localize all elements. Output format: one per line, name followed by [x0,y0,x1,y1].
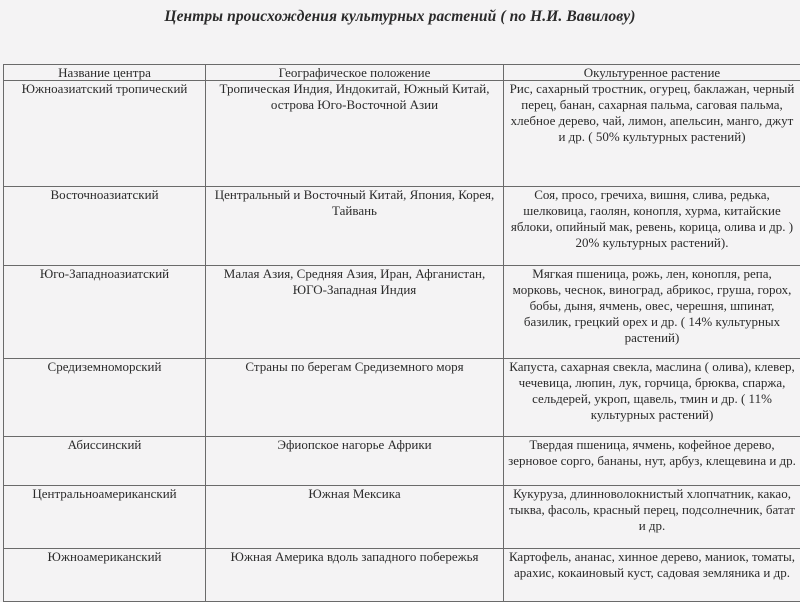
location-cell: Южная Америка вдоль западного побережья [206,549,504,602]
plants-cell: Капуста, сахарная свекла, маслина ( олива), клевер, чечевица, люпин, лук, горчица, брюква, спаржа, сельдерей, укроп, щавель, тмин и др. ( 11% культурных растений) [504,359,800,437]
table-row [4,486,800,549]
table-row [4,81,800,187]
center-name-cell: Южноамериканский [4,549,206,602]
location-cell: Южная Мексика [206,486,504,549]
plants-cell: Картофель, ананас, хинное дерево, маниок, томаты, арахис, кокаиновый куст, садовая земляника и др. [504,549,800,602]
center-name-cell: Восточноазиатский [4,187,206,266]
table-row [4,549,800,602]
center-name-cell: Центральноамериканский [4,486,206,549]
header-center-name: Название центра [4,65,206,81]
center-name-cell: Юго-Западноазиатский [4,266,206,359]
plants-cell: Кукуруза, длинноволокнистый хлопчатник, какао, тыква, фасоль, красный перец, подсолнечник, батат и др. [504,486,800,549]
center-name-cell: Абиссинский [4,437,206,486]
location-cell: Центральный и Восточный Китай, Япония, Корея, Тайвань [206,187,504,266]
table-row [4,359,800,437]
crop-origin-centers-table [3,64,800,602]
table-row [4,437,800,486]
location-cell: Тропическая Индия, Индокитай, Южный Китай, острова Юго-Восточной Азии [206,81,504,187]
center-name-cell: Средиземноморский [4,359,206,437]
center-name-cell: Южноазиатский тропический [4,81,206,187]
location-cell: Малая Азия, Средняя Азия, Иран, Афганистан, ЮГО-Западная Индия [206,266,504,359]
header-cultivated-plants: Окультуренное растение [504,65,800,81]
plants-cell: Рис, сахарный тростник, огурец, баклажан, черный перец, банан, сахарная пальма, саговая пальма, хлебное дерево, чай, лимон, апельсин, манго, джут и др. ( 50% культурных растений) [504,81,800,187]
plants-cell: Мягкая пшеница, рожь, лен, конопля, репа, морковь, чеснок, виноград, абрикос, груша, горох, бобы, дыня, ячмень, овес, черешня, шпинат, базилик, грецкий орех и др. ( 14% культурных растений) [504,266,800,359]
header-geographic-location: Географическое положение [206,65,504,81]
plants-cell: Соя, просо, гречиха, вишня, слива, редька, шелковица, гаолян, конопля, хурма, китайские яблоки, опийный мак, ревень, корица, олива и др. ) 20% культурных растений). [504,187,800,266]
table-row [4,266,800,359]
location-cell: Страны по берегам Средиземного моря [206,359,504,437]
table-row [4,187,800,266]
location-cell: Эфиопское нагорье Африки [206,437,504,486]
plants-cell: Твердая пшеница, ячмень, кофейное дерево, зерновое сорго, бананы, нут, арбуз, клещевина и др. [504,437,800,486]
document-title: Центры происхождения культурных растений ( по Н.И. Вавилову) [0,8,800,26]
table-header-row [4,65,800,81]
